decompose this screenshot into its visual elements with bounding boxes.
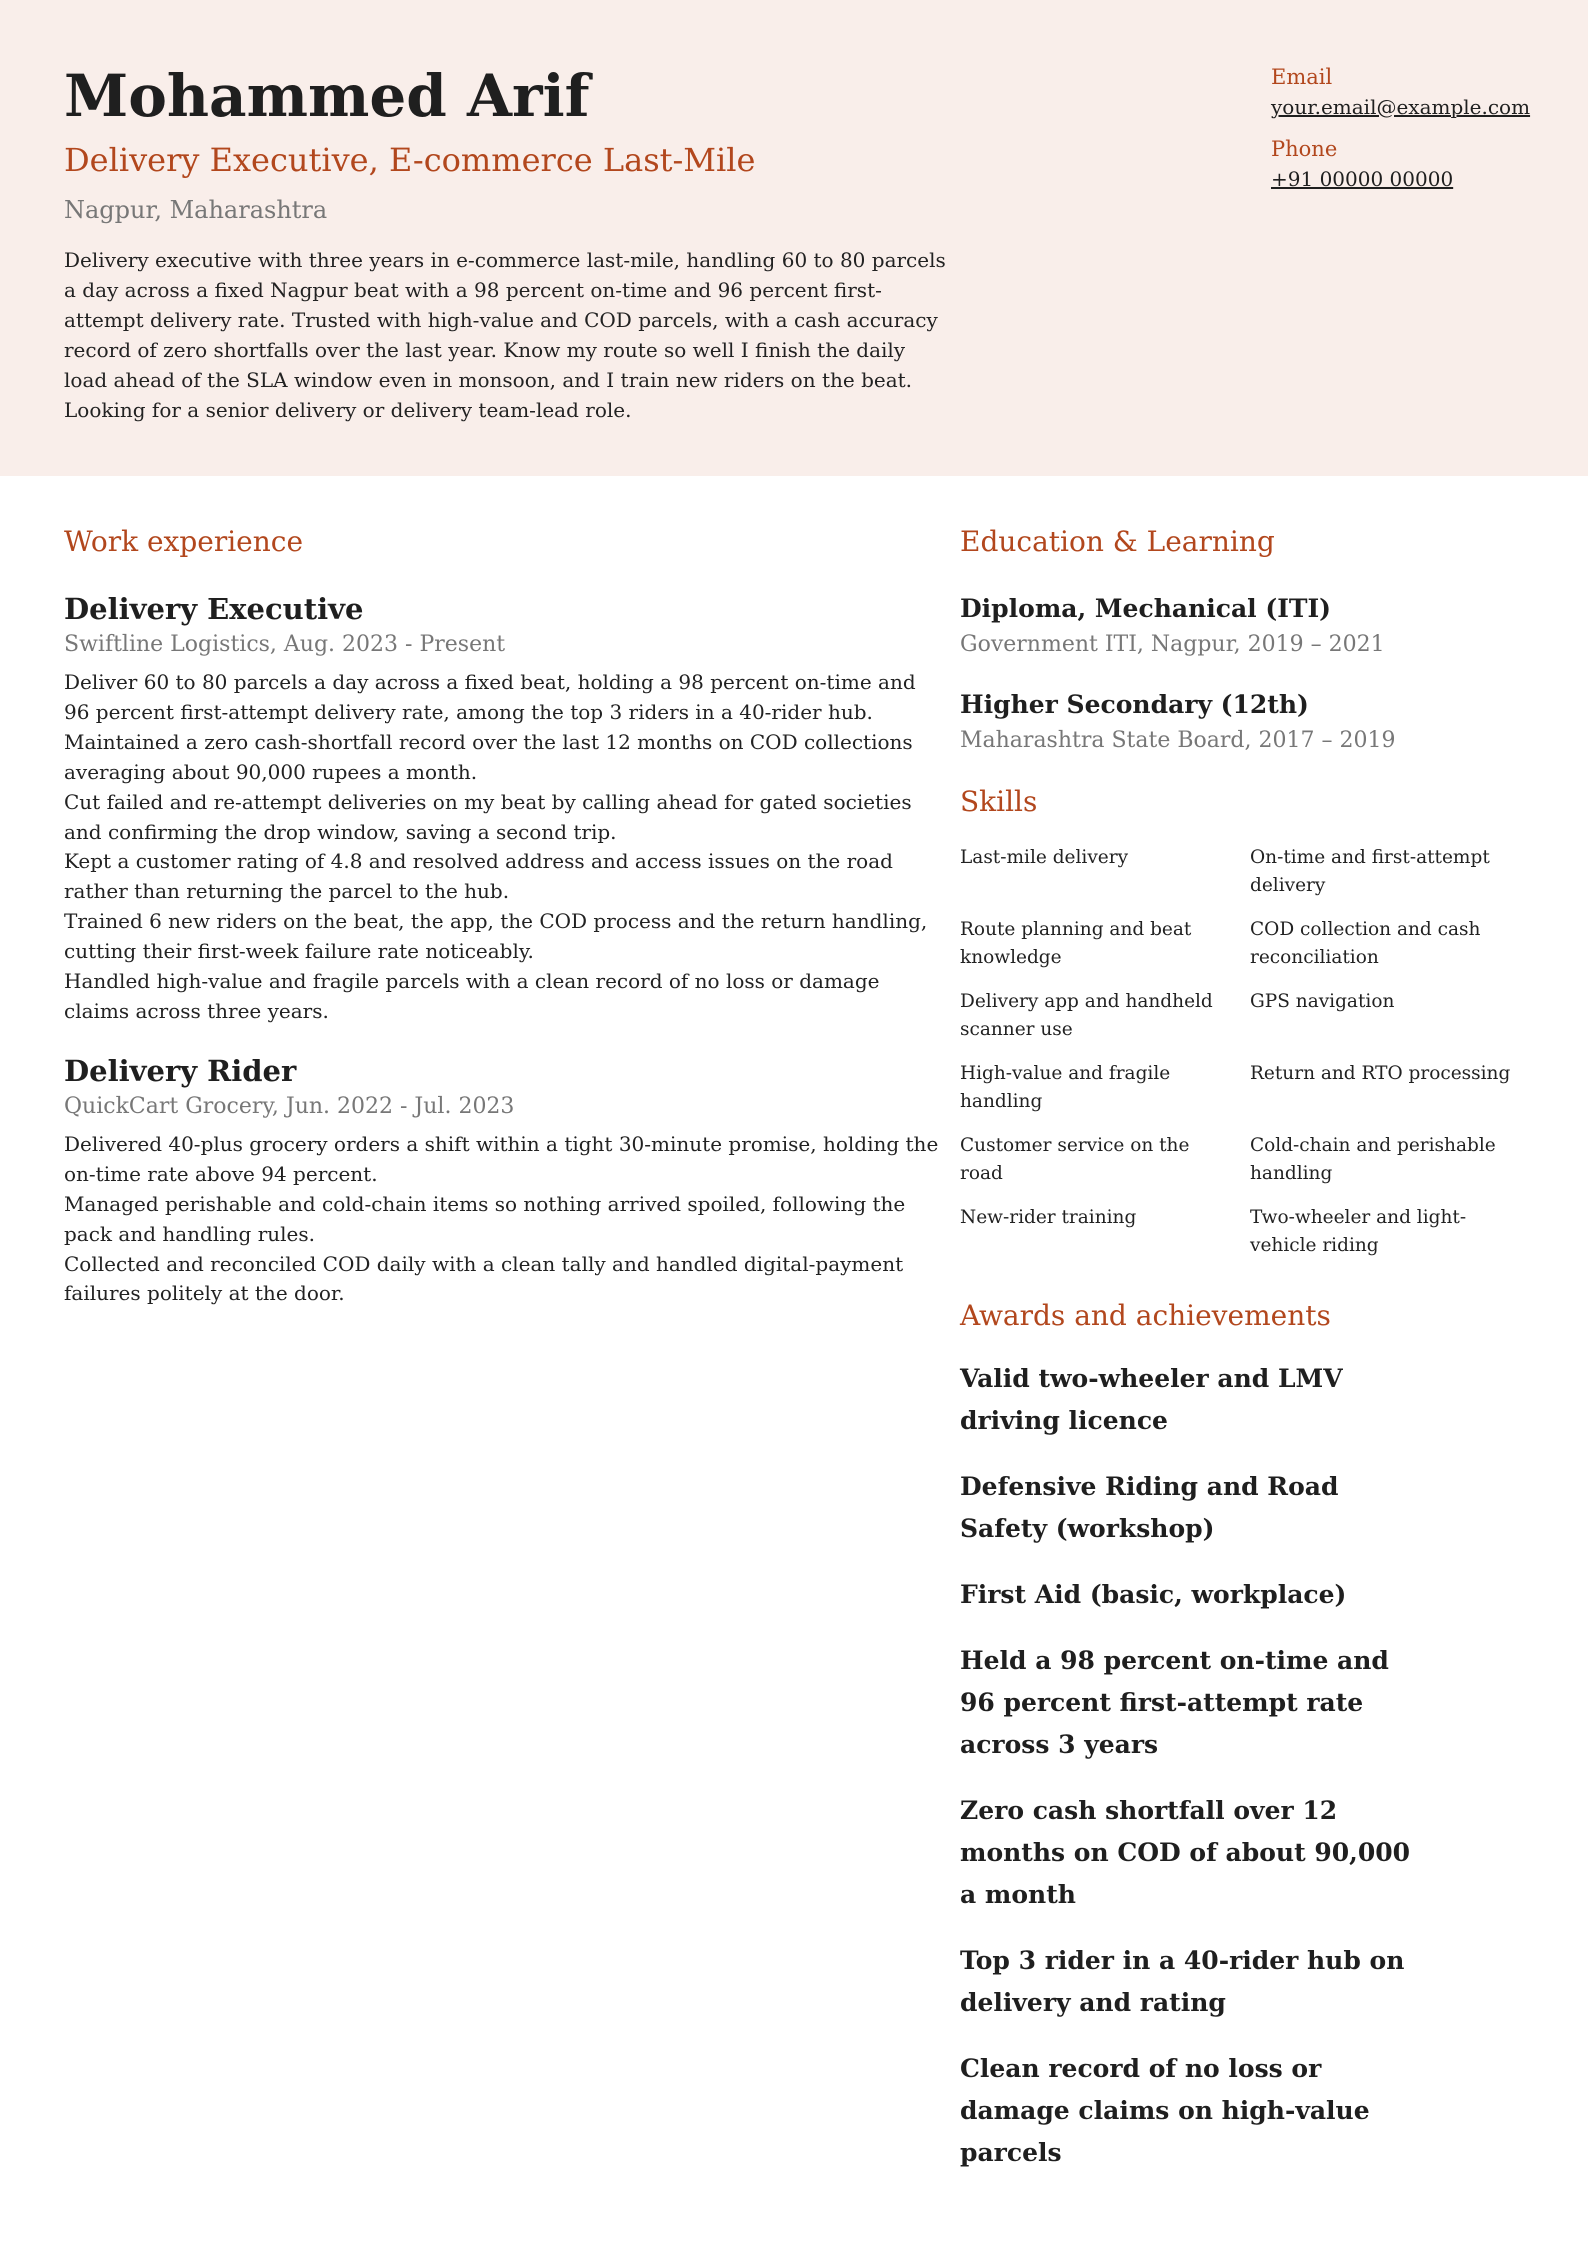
- job-bullet: Collected and reconciled COD daily with a clean tally and handled digital-payment failures politely at the door.: [64, 1251, 904, 1306]
- email-label: Email: [1271, 65, 1333, 89]
- job-title: Delivery Executive: [64, 592, 364, 626]
- education-meta: Maharashtra State Board, 2017 – 2019: [960, 728, 1396, 753]
- job-bullet: Handled high-value and fragile parcels with a clean record of no loss or damage claims across three years.: [64, 969, 880, 1023]
- education-meta: Government ITI, Nagpur, 2019 – 2021: [960, 632, 1385, 657]
- resume-header: [0, 0, 1588, 476]
- skill-item: Route planning and beat knowledge: [960, 919, 1192, 968]
- candidate-location: Nagpur, Maharashtra: [64, 196, 328, 224]
- award-item: Held a 98 percent on-time and 96 percent first-attempt rate across 3 years: [960, 1646, 1389, 1759]
- job-bullet: Delivered 40-plus grocery orders a shift within a tight 30-minute promise, holding the on-time rate above 94 percent.: [64, 1131, 939, 1186]
- contact-block: [1271, 62, 1571, 206]
- skill-item: Two-wheeler and light-vehicle riding: [1250, 1207, 1467, 1256]
- education-entry: [960, 590, 1560, 662]
- award-item: Top 3 rider in a 40-rider hub on delivery and rating: [960, 1946, 1405, 2017]
- award-item: Defensive Riding and Road Safety (workshop): [960, 1472, 1339, 1543]
- job-bullet: Cut failed and re-attempt deliveries on my beat by calling ahead for gated societies and confirming the drop window, saving a second trip.: [64, 789, 912, 844]
- job-bullet: Deliver 60 to 80 parcels a day across a fixed beat, holding a 98 percent on-time and 96 percent first-attempt delivery rate, among the top 3 riders in a 40-rider hub.: [64, 670, 916, 724]
- work-experience-section: [64, 522, 944, 1334]
- job-bullet: Kept a customer rating of 4.8 and resolved address and access issues on the road rather than returning the parcel to the hub.: [64, 849, 893, 904]
- job-entry: [64, 1052, 944, 1309]
- job-bullet: Maintained a zero cash-shortfall record over the last 12 months on COD collections averaging about 90,000 rupees a month.: [64, 729, 913, 784]
- skill-item: High-value and fragile handling: [960, 1063, 1171, 1112]
- phone-link[interactable]: +91 00000 00000: [1271, 167, 1454, 191]
- skill-item: New-rider training: [960, 1207, 1137, 1228]
- phone-label: Phone: [1271, 137, 1338, 161]
- skill-item: On-time and first-attempt delivery: [1250, 847, 1490, 896]
- education-entry: [960, 686, 1560, 758]
- skill-item: COD collection and cash reconciliation: [1250, 919, 1481, 968]
- section-title-skills: Skills: [960, 785, 1038, 818]
- section-title-experience: Work experience: [64, 525, 304, 558]
- email-link[interactable]: your.email@example.com: [1271, 95, 1531, 119]
- skill-item: Customer service on the road: [960, 1135, 1190, 1184]
- skill-item: GPS navigation: [1250, 991, 1395, 1012]
- sidebar-column: [960, 522, 1560, 2198]
- award-item: Clean record of no loss or damage claims on high-value parcels: [960, 2054, 1370, 2167]
- award-item: Valid two-wheeler and LMV driving licence: [960, 1364, 1343, 1435]
- skill-item: Delivery app and handheld scanner use: [960, 991, 1213, 1040]
- job-meta: QuickCart Grocery, Jun. 2022 - Jul. 2023: [64, 1093, 515, 1119]
- job-meta: Swiftline Logistics, Aug. 2023 - Present: [64, 632, 506, 657]
- skill-item: Cold-chain and perishable handling: [1250, 1135, 1496, 1184]
- skill-item: Return and RTO processing: [1250, 1063, 1511, 1084]
- section-title-awards: Awards and achievements: [960, 1299, 1331, 1332]
- skills-grid: [960, 844, 1560, 1260]
- candidate-name: Mohammed Arif: [64, 62, 590, 130]
- skill-item: Last-mile delivery: [960, 847, 1129, 868]
- award-item: Zero cash shortfall over 12 months on COD of about 90,000 a month: [960, 1796, 1411, 1909]
- education-title: Higher Secondary (12th): [960, 690, 1309, 719]
- section-title-education: Education & Learning: [960, 525, 1275, 558]
- award-item: First Aid (basic, workplace): [960, 1580, 1347, 1609]
- candidate-role: Delivery Executive, E-commerce Last-Mile: [64, 141, 756, 179]
- job-bullet: Managed perishable and cold-chain items so nothing arrived spoiled, following the pack and handling rules.: [64, 1191, 906, 1246]
- profile-summary: Delivery executive with three years in e-commerce last-mile, handling 60 to 80 parcels a day across a fixed Nagpur beat with a 98 percent on-time and 96 percent first-attempt delivery rate. Trusted with high-value and COD parcels, with a cash accuracy record of zero shortfalls over the last year. Know my route so well I finish the daily load ahead of the SLA window even in monsoon, and I train new riders on the beat. Looking for a senior delivery or delivery team-lead role.: [64, 248, 946, 422]
- job-bullet: Trained 6 new riders on the beat, the app, the COD process and the return handling, cutting their first-week failure rate noticeably.: [64, 909, 928, 964]
- job-entry: [64, 590, 944, 1027]
- job-title: Delivery Rider: [64, 1053, 297, 1088]
- education-title: Diploma, Mechanical (ITI): [960, 594, 1332, 623]
